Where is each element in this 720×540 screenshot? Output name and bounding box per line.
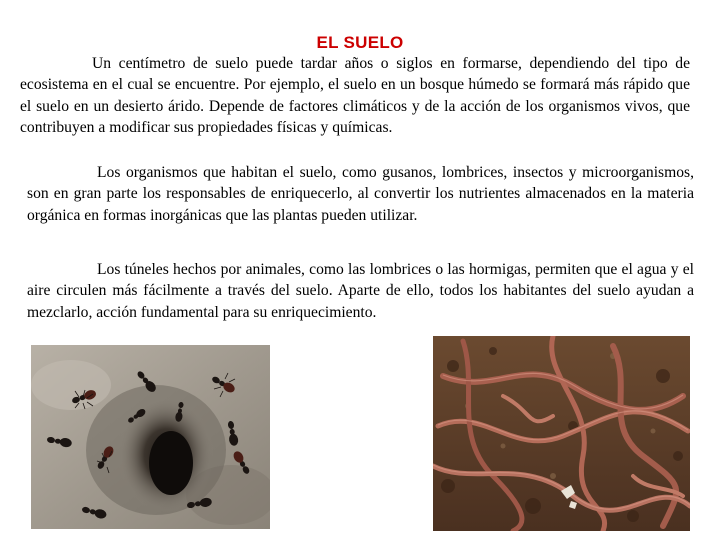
paragraph-soil-organisms: Los organismos que habitan el suelo, como gusanos, lombrices, insectos y microorganismos, son en gran parte los responsables de enriquecerlo, al convertir los nutrientes almacenados en la materia orgánica en formas inorgánicas que las plantas pueden utilizar. [27, 164, 694, 224]
paragraph-animal-tunnels: Los túneles hechos por animales, como las lombrices o las hormigas, permiten que el agua y el aire circulen más fácilmente a través del suelo. Aparte de ello, todos los habitantes del suelo ayudan a mezclarlo, acción fundamental para su enriquecimiento. [27, 261, 694, 321]
ants-nest-photo [31, 345, 270, 529]
page-title: EL SUELO [316, 33, 404, 53]
earthworms-photo [433, 336, 690, 531]
paragraph-soil-formation: Un centímetro de suelo puede tardar años o siglos en formarse, dependiendo del tipo de ecosistema en el cual se encuentre. Por ejemplo, el suelo en un bosque húmedo se formará más rápido que el suelo en un desierto árido. Depende de factores climáticos y de la acción de los organismos vivos, que contribuyen a modificar sus propiedades físicas y químicas. [20, 55, 690, 136]
